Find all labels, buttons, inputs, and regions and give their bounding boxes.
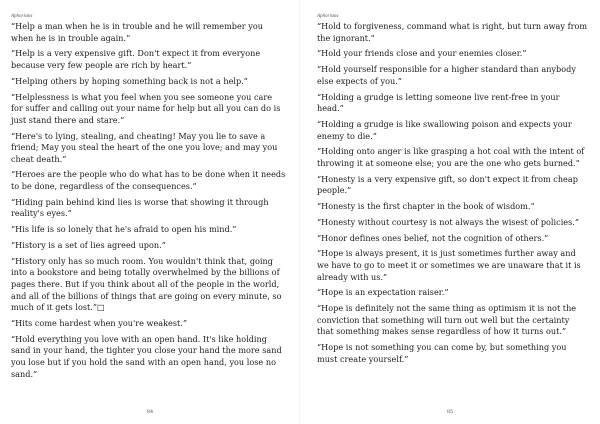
quote: “Honesty without courtesy is not always the wisest of policies.” bbox=[317, 216, 580, 227]
quote: “Hope is not something you can come by, but something you must create yourself.” bbox=[317, 342, 567, 364]
quote: “Honesty is a very expensive gift, so don't expect it from cheap people.” bbox=[317, 173, 578, 196]
quote: “Hope is always present, it is just sometimes further away and we have to go to meet it or sometimes we are unaware that it is already with us.” bbox=[317, 248, 581, 282]
quote: “Hold to forgiveness, command what is right, but turn away from the ignorant.” bbox=[317, 21, 588, 43]
quote: “Helplessness is what you feel when you see someone you care for suffer and calling out your name for help but all you can do is just stand there and stare.” bbox=[11, 91, 281, 125]
quote: “Helping others by hoping something back is not a help.” bbox=[11, 75, 248, 86]
quote: “Hope is definitely not the same thing as optimism it is not the conviction that something will turn out well but the certainty that something makes sense regardless of how it turns out.” bbox=[317, 303, 577, 337]
quote: “Heroes are the people who do what has to be done when it needs to be done, regardless of the consequences.” bbox=[11, 169, 286, 192]
quote: “Hold your friends close and your enemies closer.” bbox=[317, 48, 527, 59]
quote: “His life is so lonely that he's afraid to open his mind.” bbox=[11, 224, 237, 235]
quote: “Holding a grudge is letting someone live rent-free in your head.” bbox=[317, 91, 560, 114]
quote: “Help a man when he is in trouble and he will remember you when he is in trouble again.” bbox=[11, 21, 263, 43]
quote: “Help is a very expensive gift. Don't expect it from everyone because very few people are rich by heart.” bbox=[11, 48, 261, 70]
quote-list bbox=[11, 21, 286, 380]
quote: “History only has so much room. You wouldn't think that, going into a bookstore and being totally overwhelmed by the billions of pages there. But if you think about all of the people in the world, and all of the billions of things that are going on every minute, so much of it gets lost.”□ bbox=[11, 255, 282, 313]
quote: “Hiding pain behind kind lies is worse that showing it through reality's eyes.” bbox=[11, 196, 269, 219]
right-page bbox=[300, 0, 600, 424]
quote: “Hope is an expectation raiser.” bbox=[317, 287, 449, 298]
quote: “History is a set of lies agreed upon.” bbox=[11, 240, 166, 250]
running-head: Aphorisms bbox=[317, 14, 339, 19]
page-number: 84 bbox=[146, 409, 154, 415]
quote: “Honor defines ones belief, not the cognition of others.” bbox=[317, 232, 549, 243]
quote: “Hold yourself responsible for a higher standard than anybody else expects of you.” bbox=[317, 64, 576, 86]
running-head: Aphorisms bbox=[11, 14, 33, 19]
page-number: 85 bbox=[446, 409, 454, 415]
quote: “Honesty is the first chapter in the book of wisdom.” bbox=[317, 201, 535, 212]
quote: “Holding a grudge is like swallowing poison and expects your enemy to die.” bbox=[317, 118, 572, 141]
quote-list bbox=[317, 21, 588, 365]
quote: “Hits come hardest when you're weakest.” bbox=[11, 317, 188, 328]
quote: “Here's to lying, stealing, and cheating! May you lie to save a friend; May you steal the heart of the one you love; and may you cheat death.” bbox=[11, 130, 278, 164]
quote: “Holding onto anger is like grasping a hot coal with the intent of throwing it at someone else; you are the one who gets burned.” bbox=[317, 146, 585, 168]
quote: “Hold everything you love with an open hand. It's like holding sand in your hand, the tighter you close your hand the more sand you lose but if you hold the sand with an open hand, you lose no sand.” bbox=[11, 333, 282, 379]
